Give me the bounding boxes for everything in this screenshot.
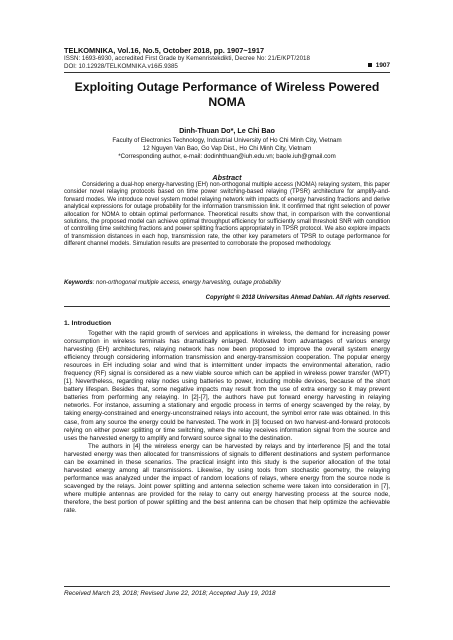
page-number-value: 1907 [375,62,390,69]
section-body [64,330,390,515]
paragraph-1: Together with the rapid growth of services and applications in wireless, the demand for increasing power consumption in wireless terminals has dramatically enlarged. Motivated from advantages of various energy harvesting (EH) architectures, relaying network has now been proposed to improve the overall system energy efficiency through considering information transmission and energy-transmission cooperation. The popular energy resources in EH including solar and wind that is intermittent under impacts the environmental alteration, radio frequency (RF) signal is considered as a new viable source which can be applied in wireless power transfer (WPT) [1]. Nevertheless, regarding relay nodes using batteries to power, including mobile devices, because of the short battery lifespan. Besides that, some negative impacts may result from the use of extra energy so it may prevent batteries from performing any relaying. In [2]-[7], the authors have put forward energy harvesting in relaying networks. For instance, assuming a stationary and ergodic process in terms of energy scavenged by the relay, by taking energy-constrained and energy-unconstrained relays into account, the symbol error rate was obtained. In this case, from any source the energy could be harvested. The work in [3] focused on two harvest-and-forward protocols relying on either power splitting or time switching, where the relay receives information signal from the source and uses the harvested energy to amplify and forward source signal to the destination. [64,330,390,442]
paragraph-2: The authors in [4] the wireless energy can be harvested by relays and by interference [5] and the total harvested energy was then allocated for transmissions of signals to different destinations and system performance can be examined in these scenarios. The practical insight into this study is the superior allocation of the total harvested energy among all transmissions. Likewise, by using tools from stochastic geometry, the relaying performance was analyzed under the impact of random locations of relays, where energy from the source node is scavenged by the relays. Joint power splitting and antenna selection scheme were taken into consideration in [7], where multiple antennas are provided for the relay to carry out energy harvesting process at the source node, therefore, the best portion of power splitting and the best antenna can be chosen that help optimize the achievable rate. [64,442,390,515]
issn-line: ISSN: 1693-6930, accredited First Grade by Kemenristekdikti, Decree No: 21/E/KPT/2018 [64,55,310,62]
keywords-value: : non-orthogonal multiple access, energy harvesting, outage probability [92,280,281,286]
doi-line: DOI: 10.12928/TELKOMNIKA.v16i5.9385 [64,63,178,70]
affiliation-line-1: Faculty of Electronics Technology, Industrial University of Ho Chi Minh City, Vietnam [112,137,342,144]
paper-title: Exploiting Outage Performance of Wireless Powered NOMA [74,80,380,109]
square-bullet-icon [368,63,372,67]
section-heading: 1. Introduction [64,320,112,327]
author-list: Dinh-Thuan Do*, Le Chi Bao [179,126,275,135]
journal-citation: TELKOMNIKA, Vol.16, No.5, October 2018, pp. 1907~1917 [64,46,265,55]
abstract-heading: Abstract [212,173,242,182]
affiliation [64,137,390,161]
journal-header [64,46,390,71]
page-number [368,62,390,69]
corresponding-author: *Corresponding author, e-mail: dodinhthuan@iuh.edu.vn; baole.iuh@gmail.com [118,153,336,160]
keywords-label: Keywords [64,280,93,286]
affiliation-line-2: 12 Nguyen Van Bao, Go Vap Dist., Ho Chi Minh City, Vietnam [142,145,312,152]
abstract-text: Considering a dual-hop energy-harvesting (EH) non-orthogonal multiple access (NOMA) relaying system, this paper consider novel relaying protocols based on time power switching-based relaying (TPSR) architecture for amplify-and-forward modes. We introduce novel system model relaying network with impacts of energy harvesting fractions and derive analytical expressions for outage probability for the information transmission link. It confirmed that right selection of power allocation for NOMA to obtain optimal performance. Theoretical results show that, in comparison with the conventional solutions, the proposed model can achieve optimal throughput efficiency for sufficiently small threshold SNR with condition of controlling time switching fractions and power splitting fractions appropriately in TPSR protocol. We also explore impacts of transmission distances in each hop, transmission rate, the other key parameters of TPSR to outage performance for different channel models. Simulation results are presented to corroborate the proposed methodology. [64,182,390,248]
copyright-rule [64,306,390,307]
footer-rule [64,586,390,587]
keywords [64,280,390,287]
header-rule [64,72,390,73]
copyright-notice: Copyright © 2018 Universitas Ahmad Dahlan. All rights reserved. [205,295,390,301]
received-dates: Received March 23, 2018; Revised June 22, 2018; Accepted July 19, 2018 [64,590,276,597]
